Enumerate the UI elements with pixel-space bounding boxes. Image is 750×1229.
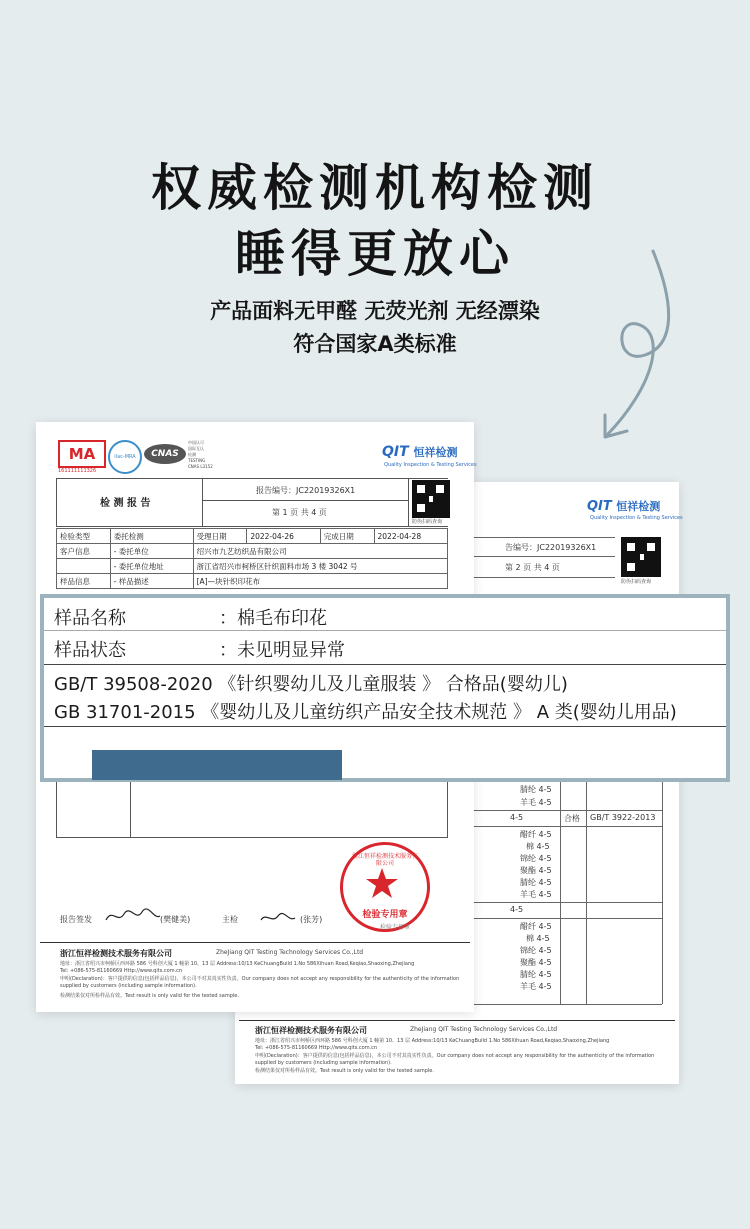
- client-addr: 浙江省绍兴市柯桥区针织面料市场 3 楼 3042 号: [193, 559, 447, 574]
- cnas-note-2: 国际互认: [188, 446, 204, 451]
- report-number: 报告编号：JC22019326X1: [256, 486, 356, 495]
- sample-desc: [A]—块针织印花布: [193, 574, 447, 589]
- row-15: 羊毛 4-5: [520, 982, 552, 991]
- row-9: 4-5: [510, 905, 524, 914]
- row-13: 聚酯 4-5: [520, 958, 552, 967]
- qr-code-icon: [621, 537, 661, 577]
- subline-2: 符合国家A类标准: [293, 332, 457, 356]
- zoom-callout: [40, 594, 730, 782]
- zoom-state-value: ：未见明显异常: [219, 640, 345, 661]
- brand-en: Quality Inspection & Testing Services: [590, 515, 683, 521]
- stamp-small: 检验专用章: [380, 924, 411, 931]
- done-label: 完成日期: [320, 529, 374, 544]
- qit-logo: QIT 恒祥检测: [382, 444, 458, 460]
- brand-en: Quality Inspection & Testing Services: [384, 462, 477, 468]
- row-5: 锦纶 4-5: [520, 854, 552, 863]
- official-stamp: [340, 842, 430, 932]
- footer-validity: 检测结果仅对所检样品有效。Test result is only valid for the tested sample.: [60, 993, 239, 999]
- row-12: 锦纶 4-5: [520, 946, 552, 955]
- report-title: 检 测 报 告: [100, 498, 151, 509]
- row-0: 腈纶 4-5: [520, 785, 552, 794]
- row-14: 腈纶 4-5: [520, 970, 552, 979]
- subline-1: 产品面料无甲醛 无荧光剂 无经漂染: [210, 299, 540, 323]
- recv-value: 2022-04-26: [247, 529, 320, 544]
- footer-address: 地址：浙江省绍兴市柯桥区西环路 586 号科创大厦 1 幢第 10、13 层 Address:10/13 KeChuangBuild 1.No 586Xihuan Road,Keqiao,Shaoxing,Zhejiang: [60, 961, 415, 967]
- stamp-bottom: 检验专用章: [362, 910, 408, 920]
- fabric-swatch: [92, 750, 342, 780]
- stamp-text: 浙江恒祥检测技术服务有限公司: [351, 853, 418, 867]
- client-name-label: - 委托单位: [110, 544, 193, 559]
- footer-validity: 检测结果仅对所检样品有效。Test result is only valid for the tested sample.: [255, 1068, 434, 1074]
- cma-number: 161111111326: [58, 468, 97, 474]
- type-value: 委托检测: [110, 529, 193, 544]
- reviewer-signature-icon: [258, 910, 298, 926]
- cnas-logo: CNAS: [144, 444, 186, 464]
- row-11: 棉 4-5: [526, 934, 550, 943]
- qr-caption: 防伪扫码查询: [412, 519, 443, 525]
- signature-icon: [102, 906, 162, 926]
- headline-line-2: 睡得更放心: [235, 225, 515, 283]
- row-2: 4-5: [510, 813, 524, 822]
- reviewer-name: (张芳): [300, 915, 323, 924]
- row-2-result: 合格: [564, 814, 580, 823]
- headline-line-1: 权威检测机构检测: [151, 159, 599, 217]
- qr-code-icon: [412, 480, 450, 518]
- zoom-state-label: 样品状态: [54, 640, 126, 661]
- footer-company-en: ZheJiang QIT Testing Technology Services Co.,Ltd: [410, 1026, 558, 1033]
- row-7: 腈纶 4-5: [520, 878, 552, 887]
- zoom-name-label: 样品名称: [54, 608, 126, 629]
- client-addr-label: - 委托单位地址: [110, 559, 193, 574]
- cnas-note-1: 中国认可: [188, 440, 204, 445]
- footer-company-en: ZheJiang QIT Testing Technology Services Co.,Ltd: [216, 949, 364, 956]
- footer-tel: Tel: +086-575-81160669 Http://www.qits.com.cn: [255, 1045, 378, 1051]
- footer-declaration: 申明(Declaration)：客户提供的信息(包括样品信息)，本公司不对其真实性负责。Our company does not accept any responsibility for the authenticity of the information supplied by customers (including sample information).: [60, 976, 460, 989]
- zoom-standard-1: GB/T 39508-2020 《针织婴幼儿及儿童服装 》 合格品(婴幼儿): [54, 674, 568, 695]
- cma-logo: MA: [58, 440, 106, 468]
- type-label: 检验类型: [57, 529, 111, 544]
- signer-name: (樊健美): [160, 915, 191, 924]
- client-label: 客户信息: [57, 544, 111, 559]
- row-10: 醋纤 4-5: [520, 922, 552, 931]
- client-name: 绍兴市九艺纺织品有限公司: [193, 544, 447, 559]
- qit-logo: QIT 恒祥检测: [587, 499, 661, 514]
- row-1: 羊毛 4-5: [520, 798, 552, 807]
- footer-tel: Tel: +086-575-81160669 Http://www.qits.com.cn: [60, 968, 183, 974]
- report-number: 告编号：JC22019326X1: [505, 543, 597, 552]
- footer-company-cn: 浙江恒祥检测技术服务有限公司: [255, 1025, 367, 1035]
- footer-address: 地址：浙江省绍兴市柯桥区西环路 586 号科创大厦 1 幢第 10、13 层 Address:10/13 KeChuangBuild 1.No 586Xihuan Road,Keqiao,Shaoxing,Zhejiang: [255, 1038, 610, 1044]
- recv-label: 受理日期: [193, 529, 247, 544]
- row-4: 棉 4-5: [526, 842, 550, 851]
- qr-caption: 防伪扫码查询: [621, 579, 652, 585]
- row-2-std: GB/T 3922-2013: [590, 813, 656, 822]
- curly-arrow-icon: [585, 245, 695, 445]
- footer-company-cn: 浙江恒祥检测技术服务有限公司: [60, 948, 172, 958]
- row-8: 羊毛 4-5: [520, 890, 552, 899]
- sample-desc-label: - 样品描述: [110, 574, 193, 589]
- cnas-note-3: 检测: [188, 452, 196, 457]
- report-info-table: [56, 528, 448, 589]
- page-info: 第 1 页 共 4 页: [272, 508, 327, 517]
- sign-label: 报告签发: [60, 915, 92, 924]
- row-6: 聚酯 4-5: [520, 866, 552, 875]
- cnas-note-5: CNAS L3152: [188, 464, 213, 469]
- footer-declaration: 申明(Declaration)：客户提供的信息(包括样品信息)，本公司不对其真实性负责。Our company does not accept any responsibility for the authenticity of the information supplied by customers (including sample information).: [255, 1053, 655, 1066]
- sample-label: 样品信息: [57, 574, 111, 589]
- ilac-logo: ilac-MRA: [108, 440, 142, 474]
- page-info: 第 2 页 共 4 页: [505, 563, 560, 572]
- row-3: 醋纤 4-5: [520, 830, 552, 839]
- cnas-note-4: TESTING: [188, 458, 206, 463]
- done-value: 2022-04-28: [374, 529, 448, 544]
- zoom-standard-2: GB 31701-2015 《婴幼儿及儿童纺织产品安全技术规范 》 A 类(婴幼儿用品): [54, 702, 677, 723]
- reviewer-label: 主检: [222, 915, 238, 924]
- zoom-name-value: ：棉毛布印花: [219, 608, 327, 629]
